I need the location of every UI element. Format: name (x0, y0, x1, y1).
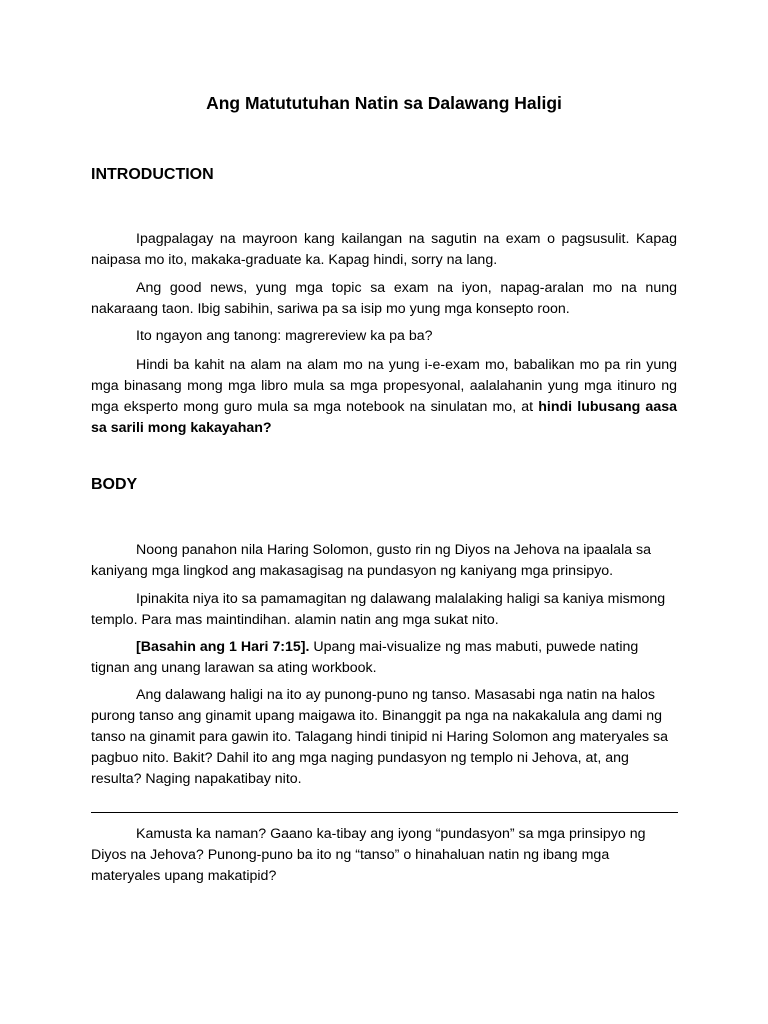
intro-paragraph-4 (91, 355, 677, 439)
scripture-reference: [Basahin ang 1 Hari 7:15]. (136, 639, 310, 655)
section-divider (91, 812, 678, 813)
document-title: Ang Matututuhan Natin sa Dalawang Haligi (206, 93, 562, 113)
body-heading: BODY (91, 476, 138, 493)
body-paragraph-1: Noong panahon nila Haring Solomon, gusto rin ng Diyos na Jehova na ipaalala sa kaniyang mga lingkod ang makasagisag na pundasyon ng kaniyang mga prinsipyo. (91, 542, 652, 579)
intro-paragraph-1: Ipagpalagay na mayroon kang kailangan na sagutin na exam o pagsusulit. Kapag naipasa mo ito, makaka-graduate ka. Kapag hindi, sorry na lang. (91, 231, 677, 268)
reflection-paragraph: Kamusta ka naman? Gaano ka-tibay ang iyong “pundasyon” sa mga prinsipyo ng Diyos na Jehova? Punong-puno ba ito ng “tanso” o hinahaluan natin ng ibang mga materyales upang makatipid? (91, 826, 646, 884)
intro-paragraph-4-emphasis: hindi lubusang aasa sa sarili mong kakayahan? (91, 399, 677, 436)
introduction-heading: INTRODUCTION (91, 166, 214, 183)
body-paragraph-4: Ang dalawang haligi na ito ay punong-puno ng tanso. Masasabi nga natin na halos purong tanso ang ginamit upang maigawa ito. Binanggit pa nga na nakakalula ang dami ng tanso na ginamit para gawin ito. Talagang hindi tinipid ni Haring Solomon ang materyales sa pagbuo nito. Bakit? Dahil ito ang mga naging pundasyon ng templo ni Jehova, at, ang resulta? Naging napakatibay nito. (91, 687, 669, 787)
intro-paragraph-3: Ito ngayon ang tanong: magrereview ka pa ba? (136, 328, 433, 344)
intro-paragraph-2: Ang good news, yung mga topic sa exam na iyon, napag-aralan mo na nung nakaraang taon. Ibig sabihin, sariwa pa sa isip mo yung mga konsepto roon. (91, 280, 677, 317)
intro-paragraph-4-text: Hindi ba kahit na alam na alam mo na yung i-e-exam mo, babalikan mo pa rin yung mga binasang mong mga libro mula sa mga propesyonal, aalalahanin yung mga itinuro ng mga eksperto mong guro mula sa mga notebook na sinulatan mo, at (91, 357, 677, 415)
body-paragraph-2: Ipinakita niya ito sa pamamagitan ng dalawang malalaking haligi sa kaniya mismong templo. Para mas maintindihan. alamin natin ang mga sukat nito. (91, 591, 666, 628)
body-paragraph-3 (91, 637, 677, 679)
body-paragraph-3-text: Upang mai-visualize ng mas mabuti, puwede nating tignan ang unang larawan sa ating workbook. (91, 639, 639, 676)
